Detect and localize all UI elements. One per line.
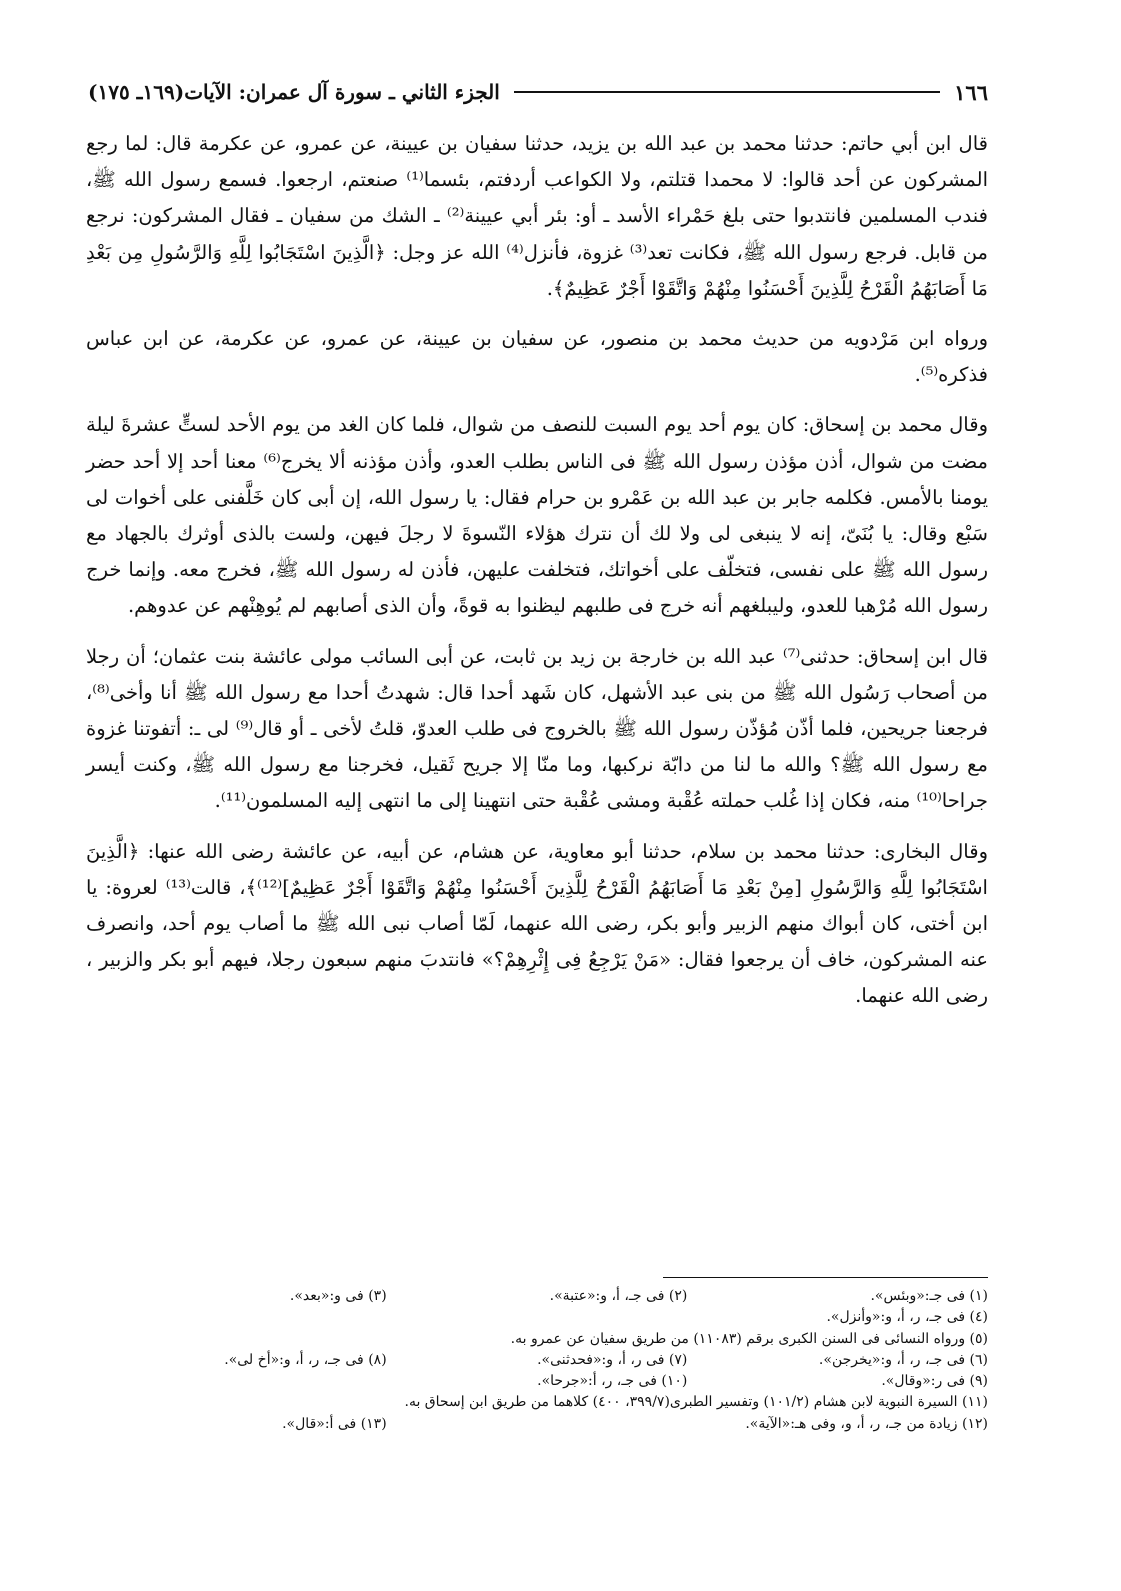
paragraph-ibn-ishaq-2: قال ابن إسحاق: حدثنى⁽⁷⁾ عبد الله بن خارجة بن زيد بن ثابت، عن أبى السائب مولى عائشة بنت عثمان؛ أن رجلا من أصحاب رَسُول الله ﷺ من بنى عبد الأشهل، كان شَهد أحدا قال: شهدتُ أحدا مع رسول الله ﷺ أنا وأخى⁽⁸⁾، فرجعنا جريحين، فلما أذّن مُؤذّن رسول الله ﷺ بالخروج فى طلب العدوّ، قلتُ لأخى ـ أو قال⁽⁹⁾ لى ـ: أتفوتنا غزوة مع رسول الله ﷺ؟ والله ما لنا من دابّة نركبها، وما منّا إلا جريح ثَقيل، فخرجنا مع رسول الله ﷺ، وكنت أيسر جراحا⁽¹⁰⁾ منه، فكان إذا غُلب حملته عُقْبة ومشى عُقْبة حتى انتهينا إلى ما انتهى إليه المسلمون⁽¹¹⁾. bbox=[86, 644, 988, 813]
footnote: (٥) ورواه النسائى فى السنن الكبرى برقم (١١٠٨٣) من طريق سفيان عن عمرو به. bbox=[510, 1330, 988, 1347]
footnotes bbox=[86, 1286, 988, 1435]
footnote: (١١) السيرة النبوية لابن هشام (١٠١/٢) وتفسير الطبرى(٣٩٩/٧، ٤٠٠) كلاهما من طريق ابن إسحاق به. bbox=[404, 1394, 988, 1411]
paragraph-bukhari: وقال البخارى: حدثنا محمد بن سلام، حدثنا أبو معاوية، عن هشام، عن أبيه، عن عائشة رضى الله عنها: ﴿الَّذِينَ اسْتَجَابُوا لِلَّهِ وَالرَّسُولِ [مِنْ بَعْدِ مَا أَصَابَهُمُ الْقَرْحُ لِلَّذِينَ أَحْسَنُوا مِنْهُمْ وَاتَّقَوْا أَجْرٌ عَظِيمٌ]⁽¹²⁾﴾، قالت⁽¹³⁾ لعروة: يا ابن أختى، كان أبواك منهم الزبير وأبو بكر، رضى الله عنهما، لَمّا أصاب نبى الله ﷺ ما أصاب يوم أحد، وانصرف عنه المشركون، خاف أن يرجعوا فقال: «مَنْ يَرْجِعُ فِى إِثْرِهِمْ؟» فانتدبَ منهم سبعون رجلا، فيهم أبو بكر والزبير ، رضى الله عنهما. bbox=[86, 839, 988, 1008]
footnote: (٢) فى جـ، أ، و:«عتبة». bbox=[549, 1288, 688, 1304]
page-number: ١٦٦ bbox=[954, 79, 988, 105]
footnote-row bbox=[86, 1350, 988, 1371]
footnote: (٤) فى جـ، ر، أ، و:«وأنزل». bbox=[826, 1309, 988, 1326]
footnote: (٧) فى ر، أ، و:«فحدثنى». bbox=[537, 1351, 688, 1368]
footnote: (٦) فى جـ، ر، أ، و:«يخرجن». bbox=[818, 1351, 988, 1368]
main-text bbox=[86, 126, 988, 1029]
footnote: (١٢) زيادة من جـ، ر، أ، و، وفى هـ:«الآية». bbox=[745, 1415, 988, 1432]
footnote-separator bbox=[663, 1277, 988, 1278]
footnote: (١٠) فى جـ، ر، أ:«جرحا». bbox=[537, 1373, 688, 1390]
footnote: (٣) فى و:«بعد». bbox=[289, 1288, 387, 1304]
footnote: (٨) فى جـ، ر، أ، و:«أخ لى». bbox=[224, 1351, 387, 1368]
running-title: الجزء الثاني ـ سورة آل عمران: الآيات(١٦٩ـ ١٧٥) bbox=[88, 80, 500, 104]
footnote: (٩) فى ر:«وقال». bbox=[881, 1373, 988, 1390]
footnote-row bbox=[86, 1414, 988, 1435]
footnote-empty bbox=[86, 1371, 387, 1392]
footnote: (١) فى جـ:«وبئس». bbox=[870, 1288, 988, 1304]
footnote-row bbox=[86, 1371, 988, 1392]
header-rule bbox=[514, 91, 940, 93]
paragraph-ibn-ishaq-1: وقال محمد بن إسحاق: كان يوم أحد يوم السبت للنصف من شوال، فلما كان الغد من يوم الأحد لستٍّ عشرةَ ليلة مضت من شوال، أذن مؤذن رسول الله ﷺ فى الناس بطلب العدو، وأذن مؤذنه ألا يخرج⁽⁶⁾ معنا أحد إلا أحد حضر يومنا بالأمس. فكلمه جابر بن عبد الله بن عَمْرو بن حرام فقال: يا رسول الله، إن أبى كان خَلَّفنى على أخوات لى سَبْع وقال: يا بُنَىّ، إنه لا ينبغى لى ولا لك أن نترك هؤلاء النّسوةَ لا رجلَ فيهن، ولست بالذى أوثرك بالجهاد مع رسول الله ﷺ على نفسى، فتخلّف على أخواتك، فتخلفت عليهن، فأذن له رسول الله ﷺ، فخرج معه. وإنما خرج رسول الله مُرْهبا للعدو، وليبلغهم أنه خرج فى طلبهم ليظنوا به قوةً، وأن الذى أصابهم لم يُوهِنْهم عن عدوهم. bbox=[86, 413, 989, 618]
paragraph-ibn-abi-hatim: قال ابن أبي حاتم: حدثنا محمد بن عبد الله بن يزيد، حدثنا سفيان بن عيينة، عن عمرو، عن عكرمة قال: لما رجع المشركون عن أحد قالوا: لا محمدا قتلتم، ولا الكواعب أردفتم، بئسما⁽¹⁾ صنعتم، ارجعوا. فسمع رسول الله ﷺ، فندب المسلمين فانتدبوا حتى بلغ حَمْراء الأسد ـ أو: بئر أبي عيينة⁽²⁾ ـ الشك من سفيان ـ فقال المشركون: نرجع من قابل. فرجع رسول الله ﷺ، فكانت تعد⁽³⁾ غزوة، فأنزل⁽⁴⁾ الله عز وجل: ﴿الَّذِينَ اسْتَجَابُوا لِلَّهِ وَالرَّسُولِ مِن بَعْدِ مَا أَصَابَهُمُ الْقَرْحُ لِلَّذِينَ أَحْسَنُوا مِنْهُمْ وَاتَّقَوْا أَجْرٌ عَظِيمٌ﴾. bbox=[86, 132, 988, 300]
footnote: (١٣) فى أ:«قال». bbox=[282, 1415, 387, 1432]
paragraph-ibn-mardawayh: ورواه ابن مَرْدويه من حديث محمد بن منصور، عن سفيان بن عيينة، عن عمرو، عن عكرمة، عن ابن عباس فذكره⁽⁵⁾. bbox=[86, 327, 988, 387]
footnote-row bbox=[86, 1286, 988, 1307]
running-header bbox=[88, 72, 988, 112]
